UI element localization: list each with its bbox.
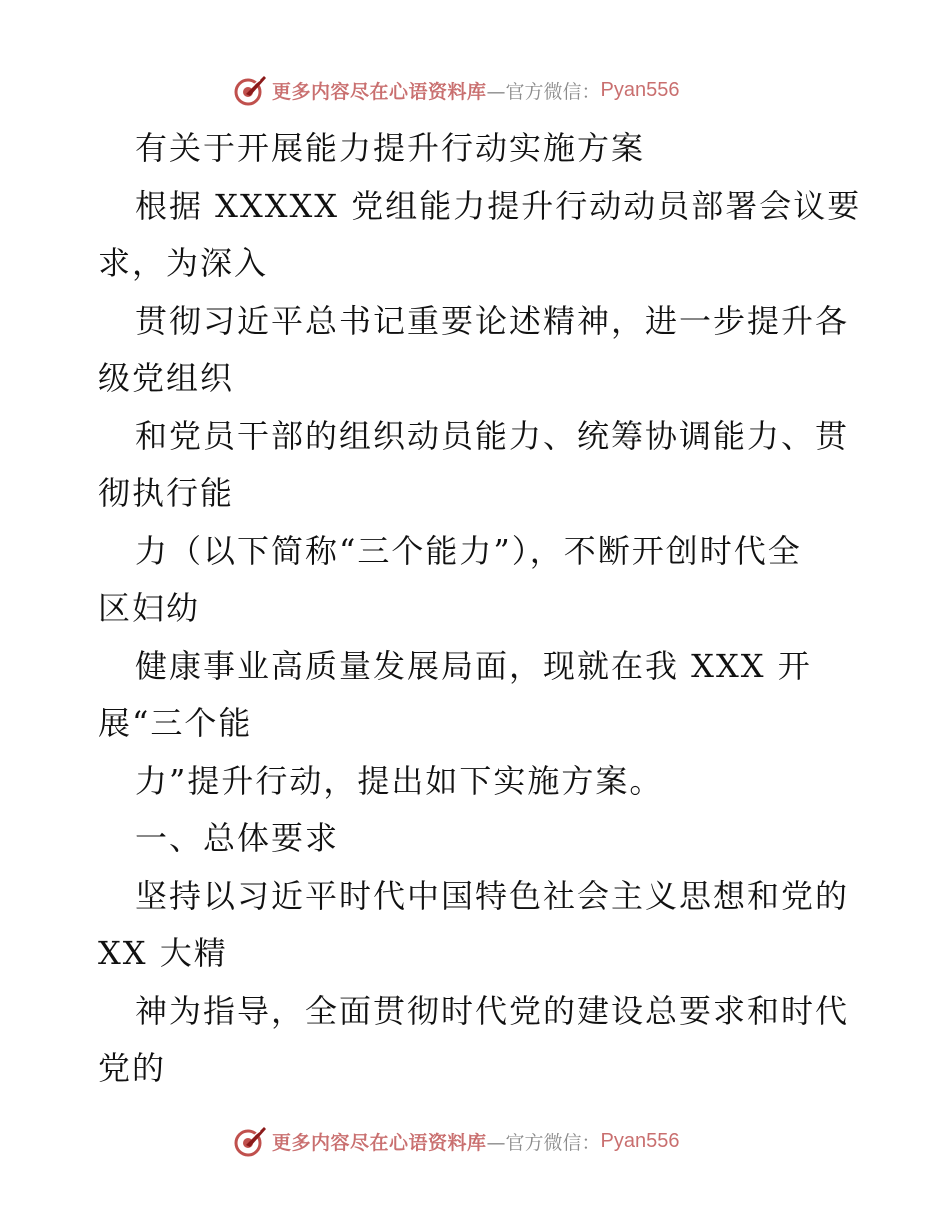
header-watermark [232,70,680,110]
paragraph-line: 展“三个能 [98,704,253,742]
watermark-title: 更多内容尽在心语资料库 [272,1131,487,1154]
quill-logo-icon [232,1123,268,1159]
paragraph-line: 神为指导，全面贯彻时代党的建设总要求和时代 [135,992,850,1030]
paragraph-line: 坚持以习近平时代中国特色社会主义思想和党的 [135,877,850,915]
paragraph-line: 力”提升行动，提出如下实施方案。 [135,762,664,800]
section-heading: 一、总体要求 [135,819,340,857]
paragraph-line: 贯彻习近平总书记重要论述精神，进一步提升各 [135,302,850,340]
watermark-id: Pyan556 [600,78,680,101]
watermark-label: —官方微信： [486,1131,601,1154]
paragraph-line: 和党员干部的组织动员能力、统筹协调能力、贯 [135,417,850,455]
paragraph-line: 力（以下简称“三个能力”），不断开创时代全 [135,532,802,570]
paragraph-line: 彻执行能 [98,474,235,512]
watermark-id: Pyan556 [600,1129,680,1152]
doc-title: 有关于开展能力提升行动实施方案 [135,129,646,167]
paragraph-line: 根据 XXXXX 党组能力提升行动动员部署会议要 [135,187,862,225]
watermark-title: 更多内容尽在心语资料库 [272,80,487,103]
paragraph-line: 求，为深入 [98,244,269,282]
paragraph-line: 区妇幼 [98,589,201,627]
footer-watermark [232,1121,680,1161]
paragraph-line: 党的 [98,1049,167,1087]
watermark-label: —官方微信： [486,80,601,103]
paragraph-line: 健康事业高质量发展局面，现就在我 XXX 开 [135,647,812,685]
quill-logo-icon [232,72,268,108]
paragraph-line: 级党组织 [98,359,235,397]
paragraph-line: XX 大精 [98,934,228,972]
